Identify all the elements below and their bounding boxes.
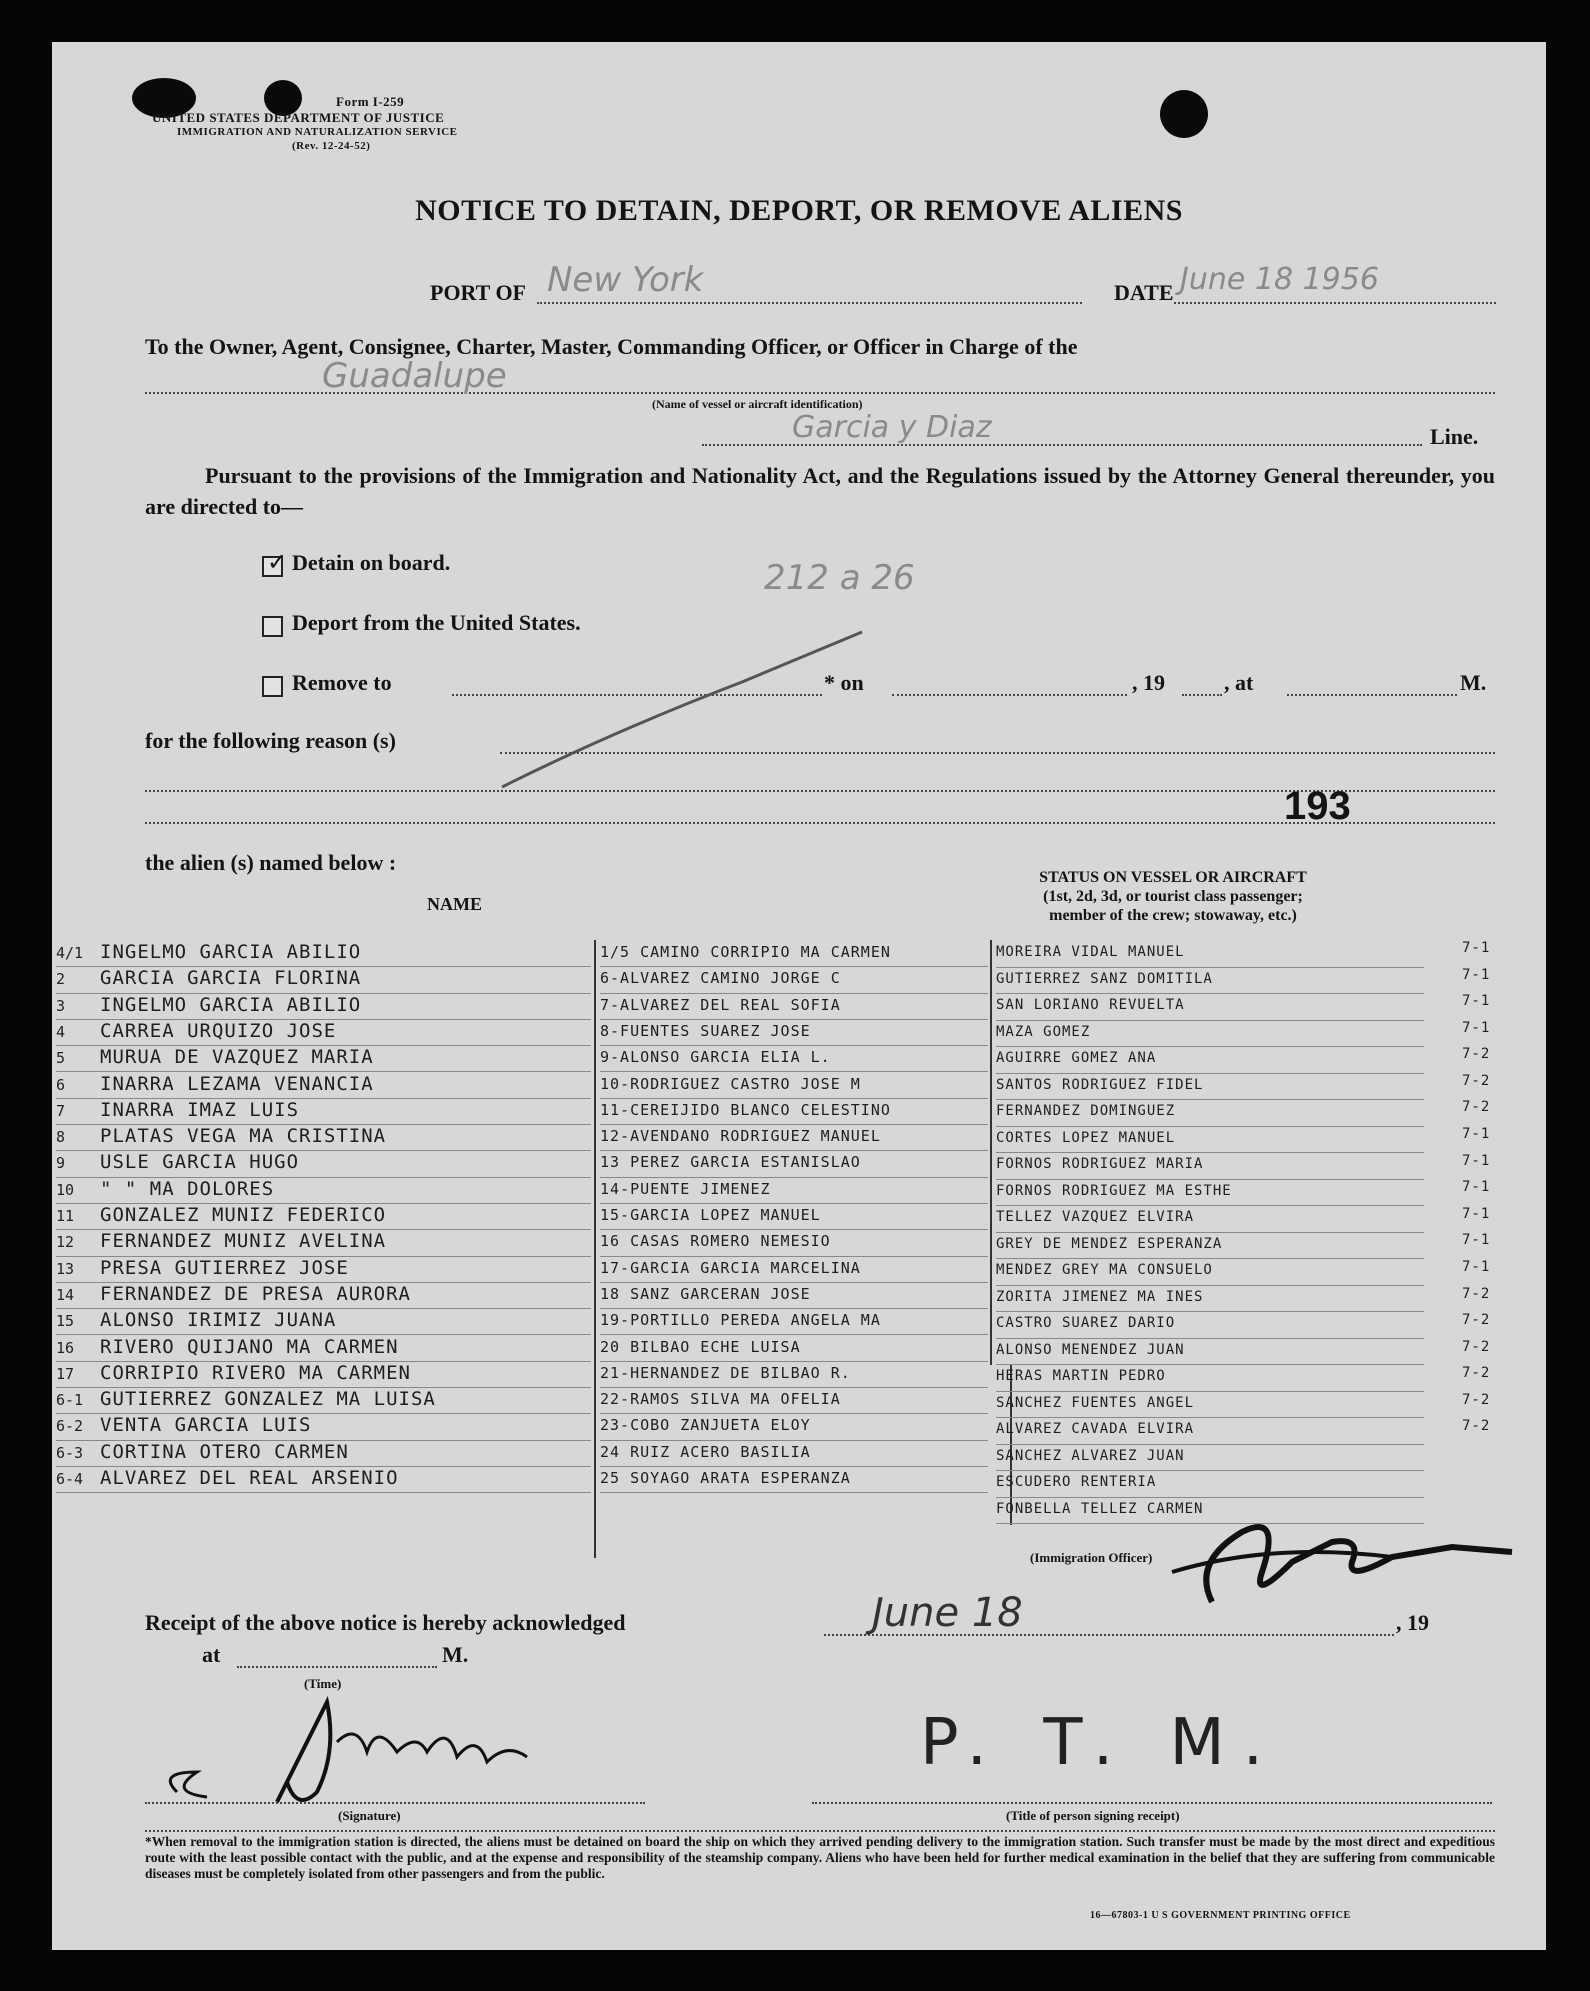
row-number: 13 — [56, 1259, 75, 1278]
list-item: ZORITA JIMENEZ MA INES — [996, 1285, 1424, 1313]
table-row — [56, 993, 591, 1020]
table-row — [56, 1387, 591, 1414]
list-item: SANCHEZ FUENTES ANGEL — [996, 1391, 1424, 1419]
alien-name: RIVERO QUIJANO MA CARMEN — [100, 1335, 399, 1358]
form-number: Form I-259 — [336, 94, 405, 109]
row-number: 14 — [56, 1285, 75, 1304]
row-number: 15 — [56, 1312, 75, 1331]
time-line — [237, 1656, 437, 1668]
footnote-text: *When removal to the immigration station is directed, the aliens must be detained on board the ship on which they arrived pending delivery to the immigration station. Such transfer must be made by the most direct and expeditious route with the least possible contact with the public, and at the expense and responsibility of the steamship company. Aliens who have been held for further medical examination in the belief that they are suffering from communicable diseases must be completely isolated from other passengers and from the public. — [145, 1834, 1495, 1881]
row-number: 12 — [56, 1233, 75, 1252]
deport-checkbox[interactable] — [262, 616, 283, 637]
list-item: TELLEZ VAZQUEZ ELVIRA — [996, 1205, 1424, 1233]
pen-stroke-decoration — [492, 622, 872, 792]
agency-line1: UNITED STATES DEPARTMENT OF JUSTICE — [152, 110, 445, 125]
status-column-header — [958, 868, 1388, 925]
status-header-line1: STATUS ON VESSEL OR AIRCRAFT — [1039, 869, 1307, 886]
table-row — [56, 966, 591, 993]
table-row — [56, 1150, 591, 1177]
list-item: 8-FUENTES SUAREZ JOSE — [600, 1019, 988, 1046]
list-item: 23-COBO ZANJUETA ELOY — [600, 1413, 988, 1440]
list-item: MOREIRA VIDAL MANUEL — [996, 940, 1424, 968]
list-item: 20 BILBAO ECHE LUISA — [600, 1335, 988, 1362]
status-mark: 7-1 — [1462, 1232, 1491, 1249]
receipt-date: June 18 — [872, 1590, 1023, 1636]
title-line — [812, 1792, 1492, 1804]
alien-name: INGELMO GARCIA ABILIO — [100, 941, 362, 963]
pursuant-text: Pursuant to the provisions of the Immigration and Nationality Act, and the Regulations issued by the Attorney General thereunder, you are directed to— — [145, 463, 1495, 519]
list-item: ALONSO MENENDEZ JUAN — [996, 1338, 1424, 1366]
column-separator-2 — [990, 940, 992, 1365]
status-mark: 7-2 — [1462, 1099, 1491, 1116]
status-mark: 7-1 — [1462, 1258, 1491, 1275]
status-mark: 7-2 — [1462, 1365, 1491, 1382]
alien-name: FERNANDEZ MUNIZ AVELINA — [100, 1230, 387, 1253]
table-row — [56, 940, 591, 967]
status-mark: 7-1 — [1462, 940, 1491, 956]
line-label: Line. — [1430, 424, 1479, 449]
list-item: 21-HERNANDEZ DE BILBAO R. — [600, 1361, 988, 1388]
table-row — [56, 1124, 591, 1151]
port-value: New York — [547, 260, 704, 300]
row-number: 17 — [56, 1364, 75, 1383]
row-number: 6-2 — [56, 1417, 84, 1436]
date-value: June 18 1956 — [1180, 262, 1379, 297]
list-item: 18 SANZ GARCERAN JOSE — [600, 1282, 988, 1309]
status-header-line2: (1st, 2d, 3d, or tourist class passenger; — [1043, 888, 1303, 905]
list-item: 17-GARCIA GARCIA MARCELINA — [600, 1256, 988, 1283]
list-item: 11-CEREIJIDO BLANCO CELESTINO — [600, 1098, 988, 1125]
alien-name: PRESA GUTIERREZ JOSE — [100, 1256, 349, 1279]
list-item: 19-PORTILLO PEREDA ANGELA MA — [600, 1308, 988, 1335]
status-mark: 7-2 — [1462, 1338, 1491, 1355]
receipt-title-value: P. T. M. — [920, 1706, 1282, 1780]
status-mark: 7-1 — [1462, 1126, 1491, 1143]
alien-name: FERNANDEZ DE PRESA AURORA — [100, 1282, 411, 1305]
list-item: GREY DE MENDEZ ESPERANZA — [996, 1232, 1424, 1260]
table-row — [56, 1203, 591, 1230]
reason-line-1 — [500, 742, 1495, 754]
list-item: FONBELLA TELLEZ CARMEN — [996, 1497, 1424, 1525]
alien-name: INARRA LEZAMA VENANCIA — [100, 1072, 374, 1095]
receipt-year: , 19 — [1396, 1610, 1429, 1635]
alien-name: CORTINA OTERO CARMEN — [100, 1440, 349, 1463]
footnote-rule — [145, 1822, 1495, 1832]
alien-name: GARCIA GARCIA FLORINA — [100, 967, 362, 990]
list-item: 24 RUIZ ACERO BASILIA — [600, 1440, 988, 1467]
alien-name: VENTA GARCIA LUIS — [100, 1414, 312, 1437]
signature-caption: (Signature) — [338, 1808, 401, 1823]
list-item: 13 PEREZ GARCIA ESTANISLAO — [600, 1150, 988, 1177]
alien-name: " " MA DOLORES — [100, 1177, 275, 1200]
remove-year-label: , 19 — [1132, 670, 1165, 695]
remove-time-line — [1287, 684, 1457, 696]
status-mark: 7-1 — [1462, 1179, 1491, 1196]
table-row — [56, 1413, 591, 1440]
section-note: 212 a 26 — [764, 558, 915, 598]
list-item: 12-AVENDANO RODRIGUEZ MANUEL — [600, 1124, 988, 1151]
status-mark: 7-2 — [1462, 1312, 1491, 1329]
signature-line — [145, 1792, 645, 1804]
row-number: 10 — [56, 1180, 75, 1199]
list-item: FERNANDEZ DOMINGUEZ — [996, 1099, 1424, 1127]
table-row — [56, 1466, 591, 1493]
list-item: 10-RODRIGUEZ CASTRO JOSE M — [600, 1072, 988, 1099]
remove-label: Remove to — [292, 670, 392, 695]
list-item: 22-RAMOS SILVA MA OFELIA — [600, 1387, 988, 1414]
list-item: 16 CASAS ROMERO NEMESIO — [600, 1229, 988, 1256]
count-stamp: 193 — [1284, 784, 1351, 828]
status-header-line3: member of the crew; stowaway, etc.) — [1049, 907, 1297, 924]
list-item: MAZA GOMEZ — [996, 1020, 1424, 1048]
printer-line: 16—67803-1 U S GOVERNMENT PRINTING OFFICE — [1090, 1910, 1351, 1921]
list-item: 14-PUENTE JIMENEZ — [600, 1177, 988, 1204]
table-row — [56, 1308, 591, 1335]
vessel-caption: (Name of vessel or aircraft identification) — [652, 397, 863, 411]
status-mark: 7-1 — [1462, 993, 1491, 1010]
name-column-header: NAME — [427, 894, 482, 914]
status-mark: 7-1 — [1462, 1205, 1491, 1222]
alien-name: USLE GARCIA HUGO — [100, 1151, 300, 1174]
alien-name: ALVAREZ DEL REAL ARSENIO — [100, 1467, 399, 1489]
punch-hole-right — [1160, 90, 1208, 138]
title-caption: (Title of person signing receipt) — [1006, 1808, 1180, 1823]
receipt-text: Receipt of the above notice is hereby acknowledged — [145, 1610, 626, 1635]
table-row — [56, 1440, 591, 1467]
remove-on-label: * on — [824, 670, 864, 695]
officer-caption: (Immigration Officer) — [1030, 1550, 1153, 1565]
list-item: SANCHEZ ALVAREZ JUAN — [996, 1444, 1424, 1472]
at-label: at — [202, 1642, 221, 1667]
list-item: SANTOS RODRIGUEZ FIDEL — [996, 1073, 1424, 1101]
row-number: 4 — [56, 1022, 66, 1041]
list-item: ALVAREZ CAVADA ELVIRA — [996, 1417, 1424, 1445]
row-number: 8 — [56, 1128, 66, 1147]
status-mark: 7-2 — [1462, 1072, 1491, 1089]
alien-name: INGELMO GARCIA ABILIO — [100, 993, 362, 1016]
table-row — [56, 1177, 591, 1204]
row-number: 7 — [56, 1101, 66, 1120]
list-item: 1/5 CAMINO CORRIPIO MA CARMEN — [600, 940, 988, 967]
row-number: 16 — [56, 1338, 75, 1357]
port-label: PORT OF — [430, 280, 526, 305]
remove-m-label: M. — [1460, 670, 1487, 695]
status-mark: 7-2 — [1462, 1046, 1491, 1063]
list-item: HERAS MARTIN PEDRO — [996, 1364, 1424, 1392]
list-item: GUTIERREZ SANZ DOMITILA — [996, 967, 1424, 995]
status-mark: 7-2 — [1462, 1391, 1491, 1408]
remove-at-label: , at — [1224, 670, 1254, 695]
list-item: 25 SOYAGO ARATA ESPERANZA — [600, 1466, 988, 1493]
form-page — [52, 42, 1546, 1950]
time-caption: (Time) — [304, 1676, 342, 1691]
list-item: FORNOS RODRIGUEZ MARIA — [996, 1152, 1424, 1180]
alien-name: ALONSO IRIMIZ JUANA — [100, 1309, 337, 1332]
table-row — [56, 1282, 591, 1309]
alien-name: GONZALEZ MUNIZ FEDERICO — [100, 1204, 387, 1226]
alien-name: INARRA IMAZ LUIS — [100, 1098, 300, 1121]
row-number: 5 — [56, 1049, 66, 1068]
date-label: DATE — [1114, 280, 1174, 305]
revision: (Rev. 12-24-52) — [292, 140, 371, 152]
detain-label: Detain on board. — [292, 550, 451, 575]
agency-line2: IMMIGRATION AND NATURALIZATION SERVICE — [177, 126, 458, 138]
row-number: 6-1 — [56, 1391, 84, 1410]
table-row — [56, 1019, 591, 1046]
list-item: 7-ALVAREZ DEL REAL SOFIA — [600, 993, 988, 1020]
status-mark: 7-1 — [1462, 1152, 1491, 1169]
table-row — [56, 1229, 591, 1256]
alien-name: CORRIPIO RIVERO MA CARMEN — [100, 1361, 411, 1384]
vessel-value: Guadalupe — [322, 356, 507, 396]
m-label: M. — [442, 1642, 469, 1667]
row-number: 2 — [56, 970, 66, 989]
list-item: CORTES LOPEZ MANUEL — [996, 1126, 1424, 1154]
check-mark-icon: ✓ — [267, 550, 288, 576]
remove-year-line — [1182, 684, 1222, 696]
reason-label: for the following reason (s) — [145, 728, 396, 753]
list-item: 9-ALONSO GARCIA ELIA L. — [600, 1045, 988, 1072]
row-number: 3 — [56, 996, 66, 1015]
row-number: 6-3 — [56, 1443, 84, 1462]
alien-name: CARREA URQUIZO JOSE — [100, 1019, 337, 1042]
row-number: 6-4 — [56, 1470, 84, 1488]
row-number: 4/1 — [56, 944, 84, 962]
document-title: NOTICE TO DETAIN, DEPORT, OR REMOVE ALIENS — [415, 194, 1183, 227]
list-item: 6-ALVAREZ CAMINO JORGE C — [600, 966, 988, 993]
list-item: CASTRO SUAREZ DARIO — [996, 1311, 1424, 1339]
list-item: 15-GARCIA LOPEZ MANUEL — [600, 1203, 988, 1230]
remove-date-line — [892, 684, 1127, 696]
aliens-label: the alien (s) named below : — [145, 850, 397, 875]
status-mark: 7-2 — [1462, 1285, 1491, 1302]
addressee-text: To the Owner, Agent, Consignee, Charter, Master, Commanding Officer, or Officer in Charge of the — [145, 334, 1078, 359]
status-mark: 7-1 — [1462, 1019, 1491, 1036]
status-mark: 7-2 — [1462, 1418, 1491, 1435]
alien-name: GUTIERREZ GONZALEZ MA LUISA — [100, 1388, 436, 1411]
alien-name: PLATAS VEGA MA CRISTINA — [100, 1125, 387, 1148]
column-separator-1 — [594, 940, 596, 1558]
list-item: FORNOS RODRIGUEZ MA ESTHE — [996, 1179, 1424, 1207]
table-row — [56, 1361, 591, 1388]
table-row — [56, 1335, 591, 1362]
list-item: ESCUDERO RENTERIA — [996, 1470, 1424, 1498]
detain-checkbox[interactable] — [262, 550, 288, 577]
table-row — [56, 1045, 591, 1072]
list-item: SAN LORIANO REVUELTA — [996, 993, 1424, 1021]
row-number: 11 — [56, 1207, 75, 1225]
list-item: MENDEZ GREY MA CONSUELO — [996, 1258, 1424, 1286]
alien-name: MURUA DE VAZQUEZ MARIA — [100, 1046, 374, 1069]
row-number: 6 — [56, 1075, 66, 1094]
list-item: AGUIRRE GOMEZ ANA — [996, 1046, 1424, 1074]
deport-label: Deport from the United States. — [292, 610, 581, 635]
table-row — [56, 1256, 591, 1283]
remove-checkbox[interactable] — [262, 676, 283, 697]
line-value: Garcia y Diaz — [792, 410, 992, 445]
table-row — [56, 1072, 591, 1099]
officer-signature — [1152, 1502, 1532, 1612]
table-row — [56, 1098, 591, 1125]
status-mark: 7-1 — [1462, 966, 1491, 983]
row-number: 9 — [56, 1154, 66, 1173]
